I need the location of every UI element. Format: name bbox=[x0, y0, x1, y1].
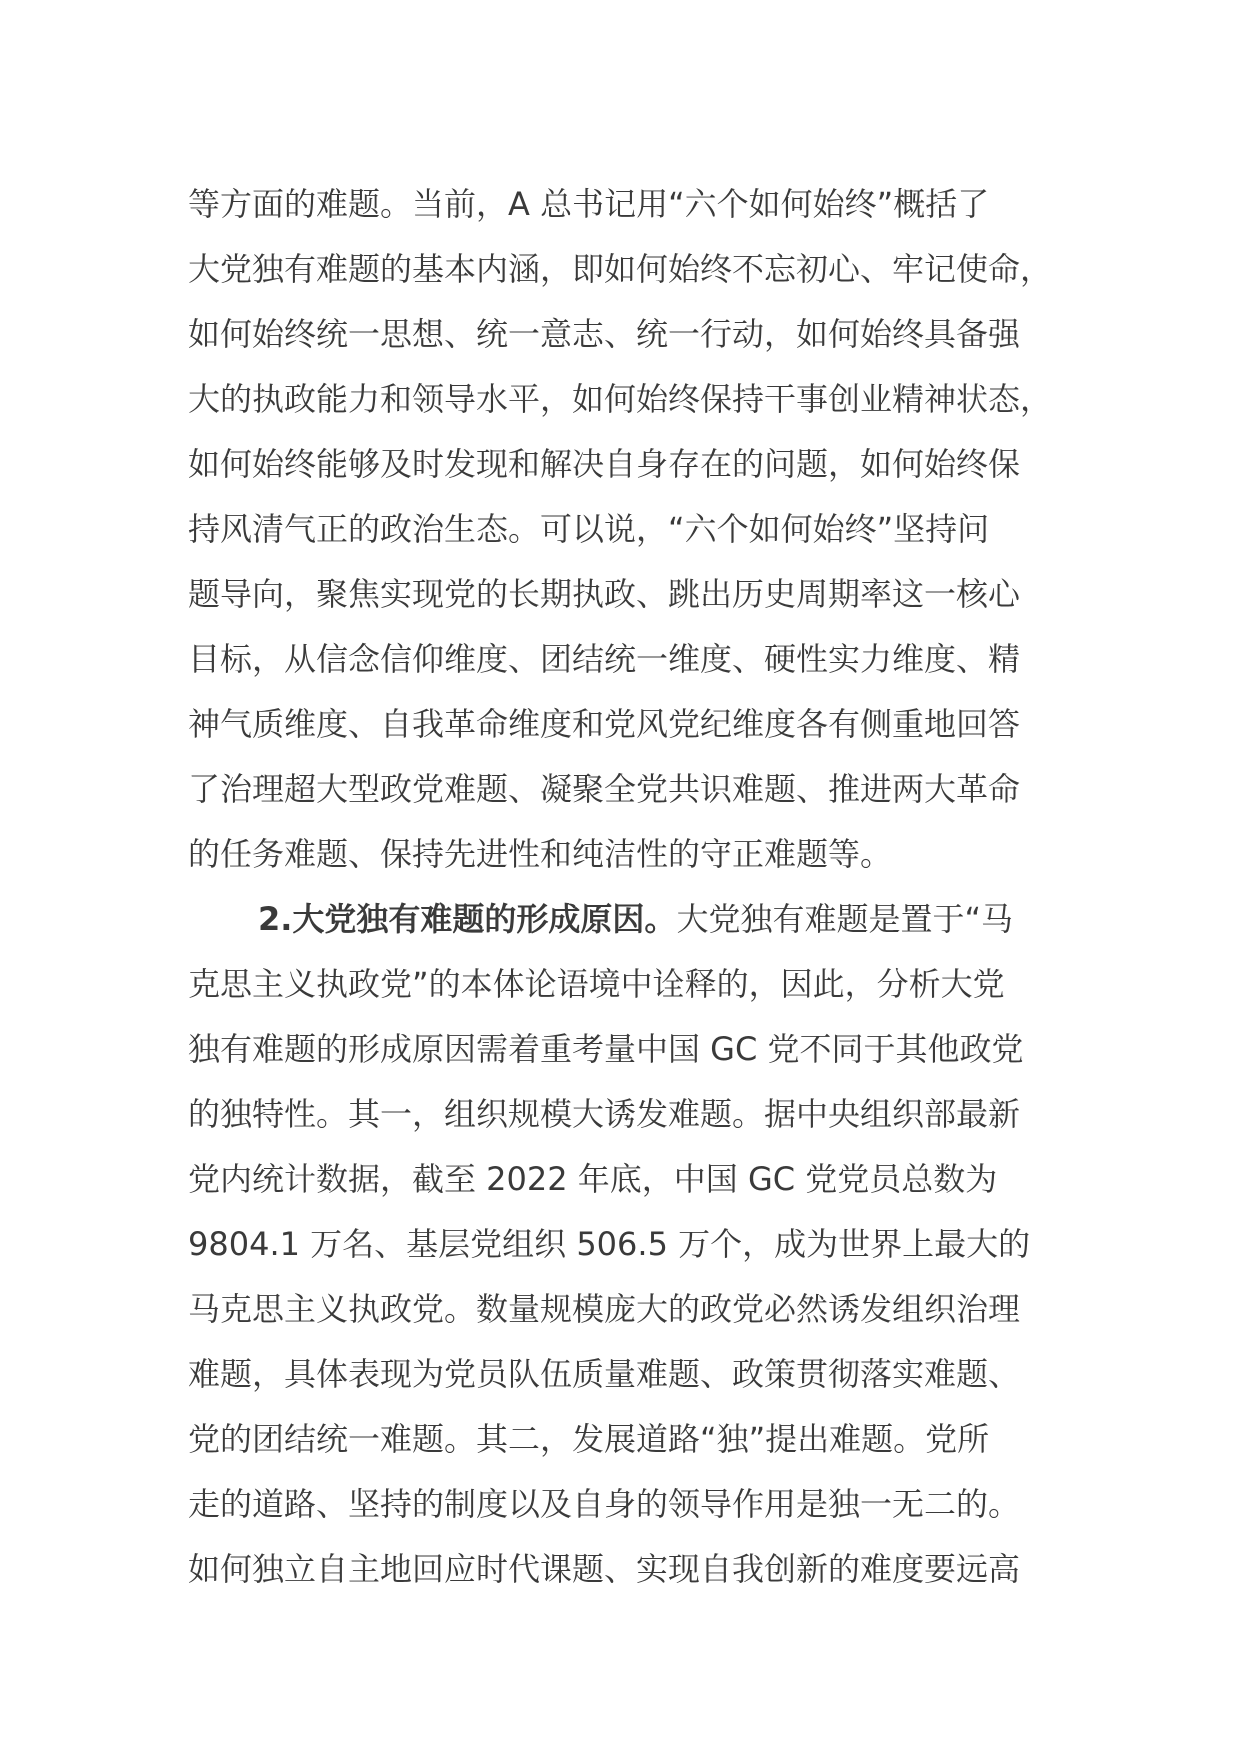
paragraph-2-line-2: 克思主义执政党”的本体论语境中诠释的，因此，分析大党 bbox=[188, 965, 1005, 1003]
paragraph-2-line-4: 的独特性。其一，组织规模大诱发难题。据中央组织部最新 bbox=[188, 1095, 1021, 1133]
paragraph-2-line-6: 9804.1 万名、基层党组织 506.5 万个，成为世界上最大的 bbox=[188, 1225, 1031, 1263]
body-text bbox=[188, 172, 1068, 1602]
paragraph-2-first-line-text: 大党独有难题是置于“马 bbox=[676, 900, 1014, 938]
section-heading: 2.大党独有难题的形成原因。 bbox=[258, 900, 677, 938]
paragraph-1-line-5: 如何始终能够及时发现和解决自身存在的问题，如何始终保 bbox=[188, 445, 1021, 483]
paragraph-1-line-9: 神气质维度、自我革命维度和党风党纪维度各有侧重地回答 bbox=[188, 705, 1021, 743]
paragraph-1-line-4: 大的执政能力和领导水平，如何始终保持干事创业精神状态， bbox=[188, 380, 1053, 418]
paragraph-2-line-8: 难题，具体表现为党员队伍质量难题、政策贯彻落实难题、 bbox=[188, 1355, 1021, 1393]
paragraph-2-line-7: 马克思主义执政党。数量规模庞大的政党必然诱发组织治理 bbox=[188, 1290, 1021, 1328]
paragraph-2-line-9: 党的团结统一难题。其二，发展道路“独”提出难题。党所 bbox=[188, 1420, 990, 1458]
paragraph-1-line-11: 的任务难题、保持先进性和纯洁性的守正难题等。 bbox=[188, 835, 893, 873]
paragraph-1-line-3: 如何始终统一思想、统一意志、统一行动，如何始终具备强 bbox=[188, 315, 1021, 353]
paragraph-2-line-3: 独有难题的形成原因需着重考量中国 GC 党不同于其他政党 bbox=[188, 1030, 1024, 1068]
paragraph-1-line-6: 持风清气正的政治生态。可以说，“六个如何始终”坚持问 bbox=[188, 510, 990, 548]
paragraph-2-line-5: 党内统计数据，截至 2022 年底，中国 GC 党党员总数为 bbox=[188, 1160, 998, 1198]
paragraph-1-line-1: 等方面的难题。当前，A 总书记用“六个如何始终”概括了 bbox=[188, 185, 990, 223]
paragraph-2-first-line bbox=[188, 887, 1068, 952]
paragraph-1-line-7: 题导向，聚焦实现党的长期执政、跳出历史周期率这一核心 bbox=[188, 575, 1021, 613]
paragraph-1-line-2: 大党独有难题的基本内涵，即如何始终不忘初心、牢记使命， bbox=[188, 250, 1053, 288]
paragraph-2-line-10: 走的道路、坚持的制度以及自身的领导作用是独一无二的。 bbox=[188, 1485, 1021, 1523]
paragraph-2-line-11: 如何独立自主地回应时代课题、实现自我创新的难度要远高 bbox=[188, 1550, 1021, 1588]
paragraph-1-line-8: 目标，从信念信仰维度、团结统一维度、硬性实力维度、精 bbox=[188, 640, 1021, 678]
paragraph-1-line-10: 了治理超大型政党难题、凝聚全党共识难题、推进两大革命 bbox=[188, 770, 1021, 808]
